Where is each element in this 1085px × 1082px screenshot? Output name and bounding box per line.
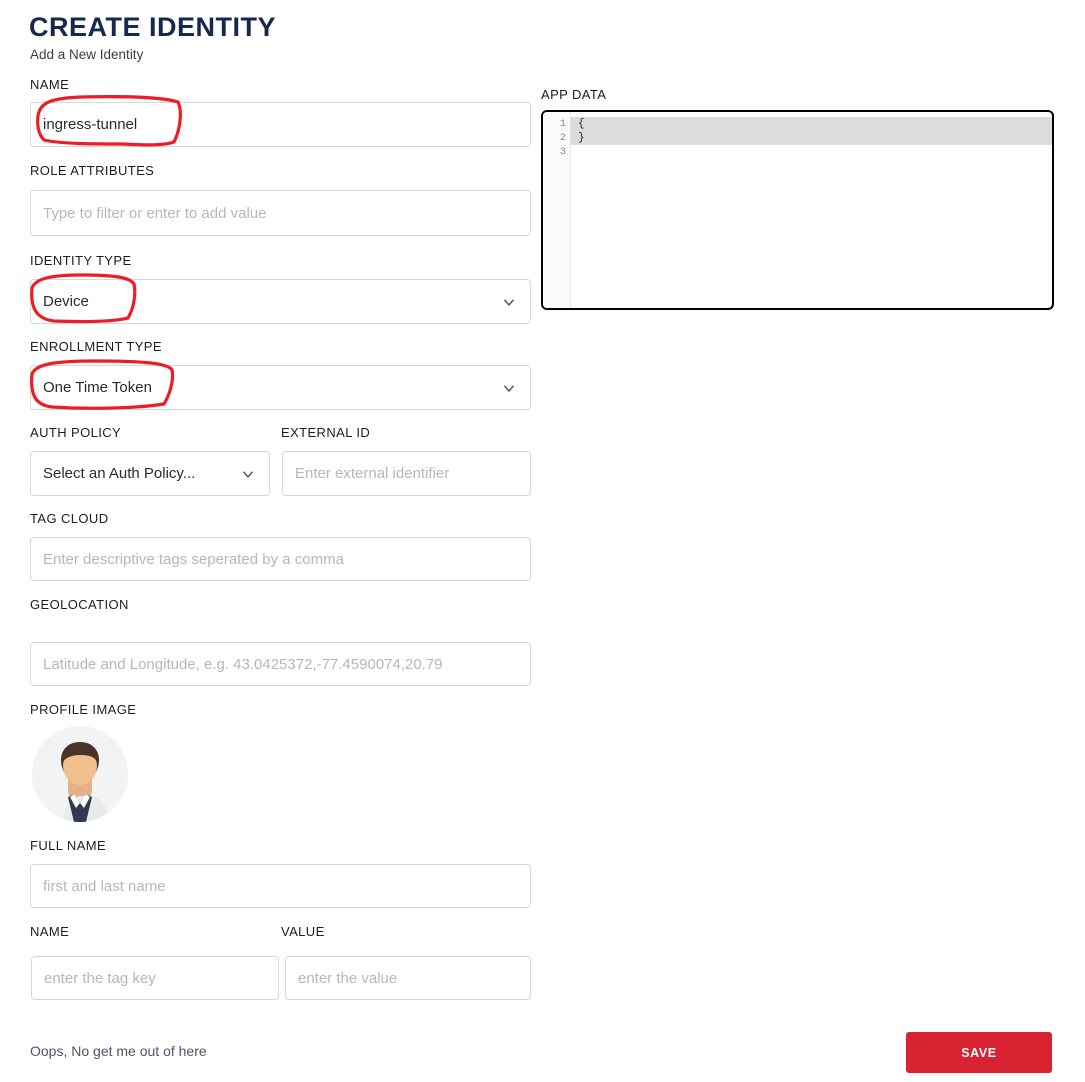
tag-name-label: NAME <box>30 924 70 939</box>
enrollment-type-label: ENROLLMENT TYPE <box>30 339 162 354</box>
tag-name-input[interactable] <box>44 970 266 987</box>
auth-policy-select[interactable] <box>30 451 270 496</box>
name-input[interactable] <box>43 116 518 133</box>
auth-policy-value: Select an Auth Policy... <box>43 465 196 482</box>
cancel-link[interactable]: Oops, No get me out of here <box>30 1043 207 1059</box>
code-line: } <box>571 131 1052 145</box>
code-line: { <box>571 117 1052 131</box>
external-id-field[interactable] <box>282 451 531 496</box>
save-button[interactable]: SAVE <box>906 1032 1052 1073</box>
full-name-label: FULL NAME <box>30 838 107 853</box>
avatar-icon <box>32 726 128 822</box>
name-field[interactable] <box>30 102 531 147</box>
geolocation-field[interactable] <box>30 642 531 686</box>
page-title: CREATE IDENTITY <box>29 12 277 42</box>
external-id-input[interactable] <box>295 465 518 482</box>
line-number: 1 <box>559 118 566 130</box>
identity-type-value: Device <box>43 293 89 310</box>
identity-type-label: IDENTITY TYPE <box>30 253 132 268</box>
chevron-down-icon <box>500 293 518 311</box>
external-id-label: EXTERNAL ID <box>281 425 371 440</box>
tag-value-input[interactable] <box>298 970 518 987</box>
geolocation-label: GEOLOCATION <box>30 597 129 612</box>
page-subtitle: Add a New Identity <box>30 47 144 62</box>
editor-gutter <box>543 112 571 308</box>
role-attributes-label: ROLE ATTRIBUTES <box>30 163 155 178</box>
avatar[interactable] <box>32 726 128 822</box>
role-attributes-input[interactable] <box>43 205 518 222</box>
tag-cloud-input[interactable] <box>43 551 518 568</box>
chevron-down-icon <box>239 465 257 483</box>
geolocation-input[interactable] <box>43 656 518 673</box>
line-number: 2 <box>559 132 566 144</box>
full-name-field[interactable] <box>30 864 531 908</box>
tag-cloud-field[interactable] <box>30 537 531 581</box>
role-attributes-field[interactable] <box>30 190 531 236</box>
editor-code[interactable] <box>571 112 1052 308</box>
name-label: NAME <box>30 77 70 92</box>
tag-value-field[interactable] <box>285 956 531 1000</box>
auth-policy-label: AUTH POLICY <box>30 425 122 440</box>
chevron-down-icon <box>500 379 518 397</box>
enrollment-type-value: One Time Token <box>43 379 152 396</box>
profile-image-label: PROFILE IMAGE <box>30 702 137 717</box>
tag-cloud-label: TAG CLOUD <box>30 511 109 526</box>
app-data-editor[interactable] <box>541 110 1054 310</box>
full-name-input[interactable] <box>43 878 518 895</box>
enrollment-type-select[interactable] <box>30 365 531 410</box>
line-number: 3 <box>559 146 566 158</box>
tag-name-field[interactable] <box>31 956 279 1000</box>
tag-value-label: VALUE <box>281 924 325 939</box>
identity-type-select[interactable] <box>30 279 531 324</box>
app-data-label: APP DATA <box>541 87 607 102</box>
